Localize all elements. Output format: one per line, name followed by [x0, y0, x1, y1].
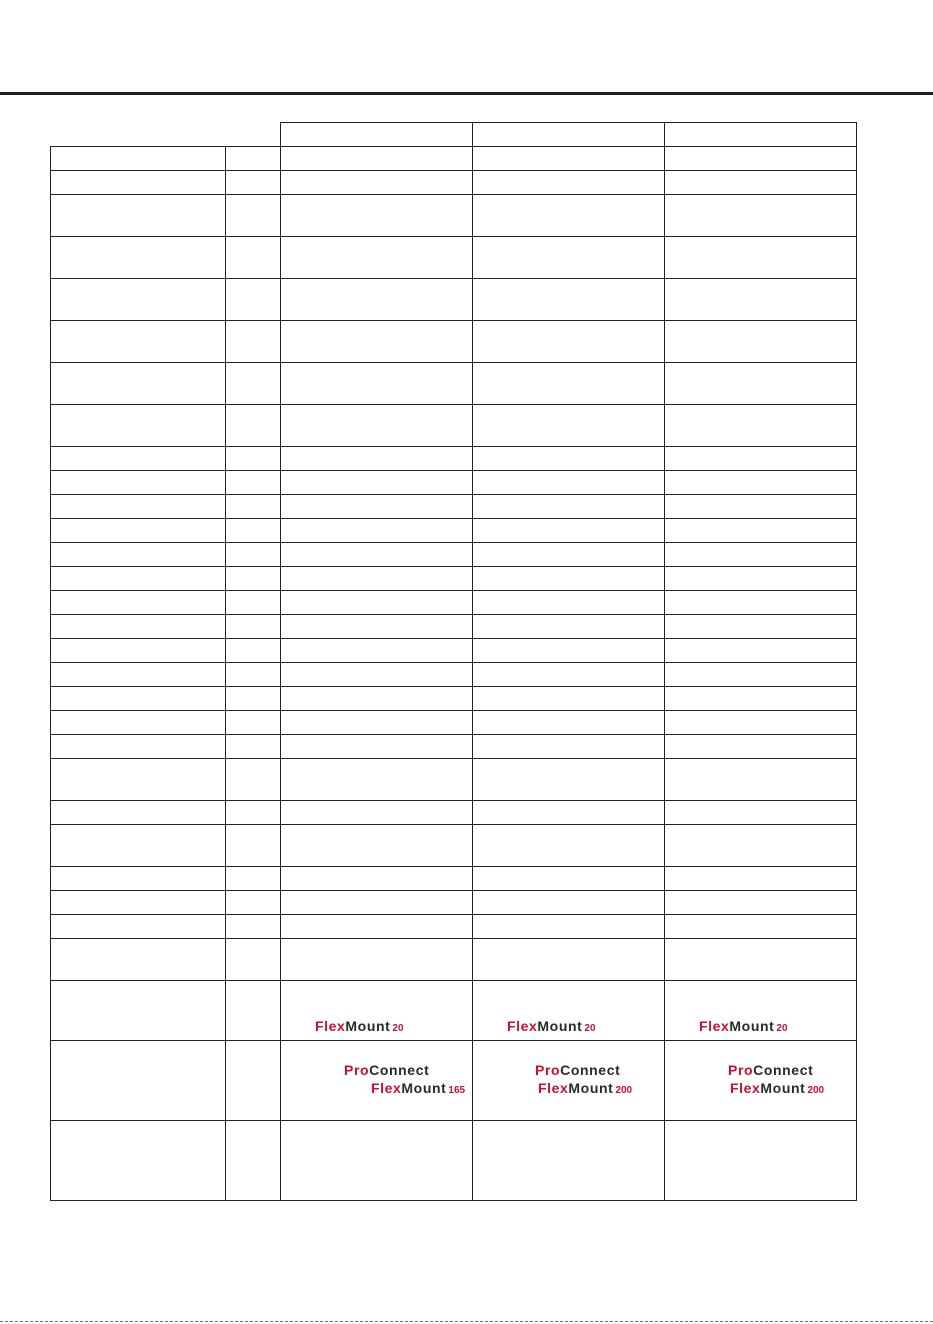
- value-cell: [665, 237, 857, 279]
- table-row: [51, 615, 857, 639]
- value-cell: [281, 237, 473, 279]
- value-cell: [281, 279, 473, 321]
- table-row: [51, 891, 857, 915]
- value-cell: [473, 567, 665, 591]
- value-cell: [281, 735, 473, 759]
- value-cell: [473, 759, 665, 801]
- flexmount-size: 20: [776, 1023, 788, 1034]
- row-label-cell: [51, 237, 226, 279]
- table-row: [51, 543, 857, 567]
- row-label-cell: [51, 825, 226, 867]
- unit-cell: [226, 663, 281, 687]
- value-cell: [473, 915, 665, 939]
- row-label-cell: [51, 519, 226, 543]
- table-row: [51, 825, 857, 867]
- value-cell: [281, 687, 473, 711]
- value-cell: [665, 915, 857, 939]
- value-cell: [281, 363, 473, 405]
- value-cell: [281, 711, 473, 735]
- row-label-cell: [51, 1041, 226, 1121]
- flexmount-logo: FlexMount 20: [507, 1018, 596, 1034]
- value-cell: [665, 363, 857, 405]
- value-cell: [473, 471, 665, 495]
- row-label-cell: [51, 147, 226, 171]
- table-row: [51, 711, 857, 735]
- value-cell: [281, 639, 473, 663]
- table-row: [51, 321, 857, 363]
- value-cell: [665, 279, 857, 321]
- flexmount-cell: [281, 981, 473, 1041]
- proconnect-logo: ProConnect: [728, 1062, 814, 1078]
- flexmount-size: 200: [615, 1085, 633, 1096]
- value-cell: [665, 735, 857, 759]
- value-cell: [281, 405, 473, 447]
- unit-cell: [226, 495, 281, 519]
- row-label-cell: [51, 915, 226, 939]
- unit-cell: [226, 519, 281, 543]
- unit-cell: [226, 363, 281, 405]
- unit-cell: [226, 1121, 281, 1201]
- value-cell: [473, 591, 665, 615]
- table-row: [51, 171, 857, 195]
- row-label-cell: [51, 195, 226, 237]
- proconnect-logo: ProConnect: [344, 1062, 430, 1078]
- row-label-cell: [51, 591, 226, 615]
- row-label-cell: [51, 321, 226, 363]
- value-cell: [665, 147, 857, 171]
- table-row: [51, 591, 857, 615]
- table-row: [51, 567, 857, 591]
- value-cell: [473, 663, 665, 687]
- value-cell: [665, 867, 857, 891]
- value-cell: [473, 891, 665, 915]
- value-cell: [281, 171, 473, 195]
- value-cell: [473, 615, 665, 639]
- table-row: [51, 495, 857, 519]
- value-cell: [473, 237, 665, 279]
- proconnect-logo: ProConnect: [535, 1062, 621, 1078]
- unit-cell: [226, 591, 281, 615]
- value-cell: [281, 915, 473, 939]
- value-cell: [665, 591, 857, 615]
- row-label-cell: [51, 279, 226, 321]
- value-cell: [665, 891, 857, 915]
- value-cell: [665, 195, 857, 237]
- flexmount-logo: FlexMount 200: [538, 1080, 633, 1096]
- value-cell: [473, 519, 665, 543]
- flexmount-size: 165: [448, 1085, 466, 1096]
- unit-cell: [226, 279, 281, 321]
- unit-cell: [226, 981, 281, 1041]
- flexmount-size: 20: [392, 1023, 404, 1034]
- header-row: [51, 123, 857, 147]
- value-cell: [473, 195, 665, 237]
- header-rule: [0, 92, 933, 95]
- value-cell: [665, 171, 857, 195]
- row-label-cell: [51, 663, 226, 687]
- table-row: [51, 279, 857, 321]
- unit-cell: [226, 1041, 281, 1121]
- value-cell: [665, 471, 857, 495]
- value-cell: [473, 867, 665, 891]
- value-cell: [665, 567, 857, 591]
- value-cell: [473, 939, 665, 981]
- value-cell: [473, 279, 665, 321]
- row-label-cell: [51, 495, 226, 519]
- table-row: [51, 237, 857, 279]
- table-row: [51, 1041, 857, 1121]
- value-cell: [281, 591, 473, 615]
- row-label-cell: [51, 471, 226, 495]
- table-row: [51, 447, 857, 471]
- table-row: [51, 147, 857, 171]
- value-cell: [473, 687, 665, 711]
- row-label-cell: [51, 363, 226, 405]
- value-cell: [665, 639, 857, 663]
- table-row: [51, 801, 857, 825]
- flexmount-logo: FlexMount 200: [730, 1080, 825, 1096]
- value-cell: [665, 801, 857, 825]
- value-cell: [665, 519, 857, 543]
- specification-table: [50, 122, 857, 1201]
- row-label-cell: [51, 615, 226, 639]
- proconnect-flexmount-cell: [473, 1041, 665, 1121]
- value-cell: [281, 471, 473, 495]
- proconnect-flexmount-cell: [665, 1041, 857, 1121]
- row-label-cell: [51, 759, 226, 801]
- row-label-cell: [51, 543, 226, 567]
- table-row: [51, 1121, 857, 1201]
- table-row: [51, 735, 857, 759]
- value-cell: [665, 405, 857, 447]
- value-cell: [281, 615, 473, 639]
- value-cell: [473, 1121, 665, 1201]
- unit-cell: [226, 615, 281, 639]
- table-row: [51, 195, 857, 237]
- unit-cell: [226, 711, 281, 735]
- unit-cell: [226, 891, 281, 915]
- value-cell: [665, 711, 857, 735]
- unit-cell: [226, 171, 281, 195]
- footer-rule: [0, 1321, 933, 1322]
- table-row: [51, 759, 857, 801]
- value-cell: [473, 405, 665, 447]
- unit-cell: [226, 471, 281, 495]
- table-row: [51, 687, 857, 711]
- table-row: [51, 663, 857, 687]
- value-cell: [665, 447, 857, 471]
- table-row: [51, 405, 857, 447]
- row-label-cell: [51, 1121, 226, 1201]
- flexmount-size: 20: [584, 1023, 596, 1034]
- unit-cell: [226, 405, 281, 447]
- value-cell: [473, 543, 665, 567]
- flexmount-cell: [665, 981, 857, 1041]
- value-cell: [281, 195, 473, 237]
- value-cell: [665, 495, 857, 519]
- table-row: [51, 981, 857, 1041]
- value-cell: [665, 1121, 857, 1201]
- row-label-cell: [51, 687, 226, 711]
- value-cell: [281, 939, 473, 981]
- row-label-cell: [51, 639, 226, 663]
- value-cell: [665, 759, 857, 801]
- empty-corner: [51, 123, 226, 147]
- unit-cell: [226, 639, 281, 663]
- flexmount-logo: FlexMount 20: [315, 1018, 404, 1034]
- value-cell: [281, 759, 473, 801]
- unit-cell: [226, 735, 281, 759]
- row-label-cell: [51, 981, 226, 1041]
- unit-cell: [226, 915, 281, 939]
- row-label-cell: [51, 939, 226, 981]
- unit-cell: [226, 237, 281, 279]
- value-cell: [473, 639, 665, 663]
- value-cell: [473, 447, 665, 471]
- flexmount-logo: FlexMount 165: [371, 1080, 466, 1096]
- table-row: [51, 471, 857, 495]
- row-label-cell: [51, 567, 226, 591]
- value-cell: [665, 615, 857, 639]
- value-cell: [281, 1121, 473, 1201]
- value-cell: [281, 321, 473, 363]
- value-cell: [665, 939, 857, 981]
- value-cell: [281, 891, 473, 915]
- value-cell: [473, 123, 665, 147]
- unit-cell: [226, 687, 281, 711]
- value-cell: [281, 447, 473, 471]
- unit-cell: [226, 543, 281, 567]
- row-label-cell: [51, 171, 226, 195]
- value-cell: [281, 663, 473, 687]
- table-row: [51, 363, 857, 405]
- value-cell: [473, 147, 665, 171]
- value-cell: [473, 711, 665, 735]
- unit-cell: [226, 825, 281, 867]
- row-label-cell: [51, 735, 226, 759]
- row-label-cell: [51, 447, 226, 471]
- value-cell: [665, 123, 857, 147]
- flexmount-cell: [473, 981, 665, 1041]
- value-cell: [473, 363, 665, 405]
- value-cell: [665, 825, 857, 867]
- table-row: [51, 867, 857, 891]
- unit-cell: [226, 447, 281, 471]
- value-cell: [281, 495, 473, 519]
- row-label-cell: [51, 801, 226, 825]
- empty-corner: [226, 123, 281, 147]
- row-label-cell: [51, 891, 226, 915]
- value-cell: [281, 867, 473, 891]
- value-cell: [473, 321, 665, 363]
- value-cell: [665, 663, 857, 687]
- unit-cell: [226, 195, 281, 237]
- value-cell: [473, 825, 665, 867]
- row-label-cell: [51, 867, 226, 891]
- value-cell: [281, 543, 473, 567]
- row-label-cell: [51, 405, 226, 447]
- value-cell: [473, 735, 665, 759]
- unit-cell: [226, 147, 281, 171]
- flexmount-logo: FlexMount 20: [699, 1018, 788, 1034]
- table-row: [51, 915, 857, 939]
- unit-cell: [226, 867, 281, 891]
- row-label-cell: [51, 711, 226, 735]
- flexmount-size: 200: [807, 1085, 825, 1096]
- table-row: [51, 519, 857, 543]
- value-cell: [281, 519, 473, 543]
- table-row: [51, 639, 857, 663]
- unit-cell: [226, 939, 281, 981]
- proconnect-flexmount-cell: [281, 1041, 473, 1121]
- value-cell: [665, 321, 857, 363]
- unit-cell: [226, 759, 281, 801]
- value-cell: [473, 171, 665, 195]
- value-cell: [665, 687, 857, 711]
- value-cell: [473, 801, 665, 825]
- value-cell: [281, 147, 473, 171]
- unit-cell: [226, 321, 281, 363]
- value-cell: [473, 495, 665, 519]
- value-cell: [665, 543, 857, 567]
- value-cell: [281, 825, 473, 867]
- value-cell: [281, 567, 473, 591]
- table-row: [51, 939, 857, 981]
- unit-cell: [226, 801, 281, 825]
- value-cell: [281, 801, 473, 825]
- unit-cell: [226, 567, 281, 591]
- value-cell: [281, 123, 473, 147]
